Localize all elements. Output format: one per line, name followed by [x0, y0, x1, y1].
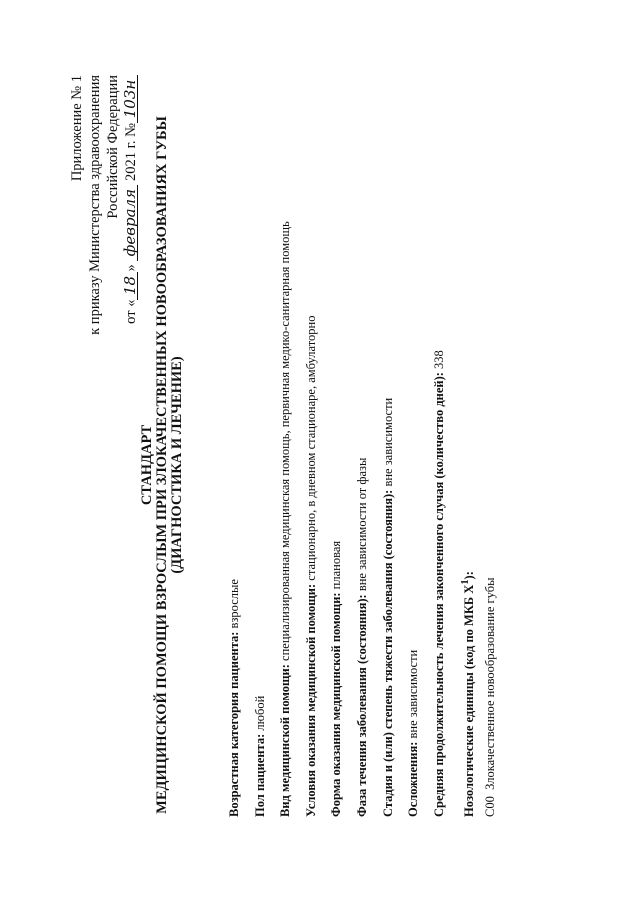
field-label: Форма оказания медицинской помощи: [329, 592, 344, 817]
field-age-category [222, 117, 248, 817]
date-prefix: от « [123, 299, 139, 324]
field-value: вне зависимости [406, 649, 421, 742]
date-mid: » [123, 264, 139, 272]
field-care-conditions [299, 117, 325, 817]
field-value: любой [252, 695, 267, 734]
field-sex [248, 117, 274, 817]
field-value: плановая [329, 540, 344, 593]
field-care-type [273, 117, 299, 817]
field-label: Средняя продолжительность лечения законченного случая (количество дней): [431, 372, 446, 817]
standard-title [140, 105, 185, 825]
field-value: вне зависимости [380, 397, 395, 490]
footnote-marker: 1 [459, 579, 471, 585]
field-care-form [324, 117, 350, 817]
field-disease-stage [376, 117, 402, 817]
field-label: Фаза течения заболевания (состояния): [354, 594, 369, 817]
date-year: 2021 г. № [123, 123, 139, 182]
order-date-line [122, 75, 140, 335]
field-treatment-duration [427, 117, 453, 817]
title-scope: (ДИАГНОСТИКА И ЛЕЧЕНИЕ) [169, 356, 185, 574]
field-label: Возрастная категория пациента: [227, 631, 241, 817]
field-disease-phase [350, 117, 376, 817]
field-value: 338 [431, 350, 446, 373]
icd-code: C00 [482, 796, 497, 817]
order-reference: к приказу Министерства здравоохранения [87, 75, 103, 335]
ministry-country: Российской Федерации [105, 75, 121, 219]
title-subject: МЕДИЦИНСКОЙ ПОМОЩИ ВЗРОСЛЫМ ПРИ ЗЛОКАЧЕСТВЕННЫХ НОВООБРАЗОВАНИЯХ ГУБЫ [154, 116, 170, 814]
handwritten-day: 18 [123, 272, 138, 300]
field-label-end: ): [461, 571, 476, 580]
field-value: взрослые [227, 579, 241, 632]
field-value: специализированная медицинская помощь, первичная медико-санитарная помощь [278, 221, 293, 665]
field-complications [401, 117, 427, 817]
field-label: Пол пациента: [252, 733, 267, 817]
handwritten-order-number: 103н [123, 75, 138, 123]
field-label: Осложнения: [406, 741, 421, 817]
approval-stamp [68, 75, 140, 335]
field-label [459, 571, 476, 817]
title-heading: СТАНДАРТ [139, 424, 155, 506]
field-label-text: Нозологические единицы (код по МКБ X [461, 584, 476, 817]
field-label: Вид медицинской помощи: [278, 664, 293, 817]
icd-name: Злокачественное новообразование губы [482, 577, 497, 790]
field-value: стационарно, в дневном стационаре, амбулаторно [303, 315, 318, 584]
field-label: Стадия и (или) степень тяжести заболевания (состояния): [380, 489, 395, 817]
field-nosology [452, 117, 478, 817]
field-label: Условия оказания медицинской помощи: [303, 583, 318, 817]
field-value: вне зависимости от фазы [354, 457, 369, 595]
nosology-entry [478, 117, 504, 817]
appendix-number: Приложение № 1 [69, 75, 85, 182]
standard-fields [222, 117, 504, 817]
handwritten-month: февраля [123, 185, 138, 261]
